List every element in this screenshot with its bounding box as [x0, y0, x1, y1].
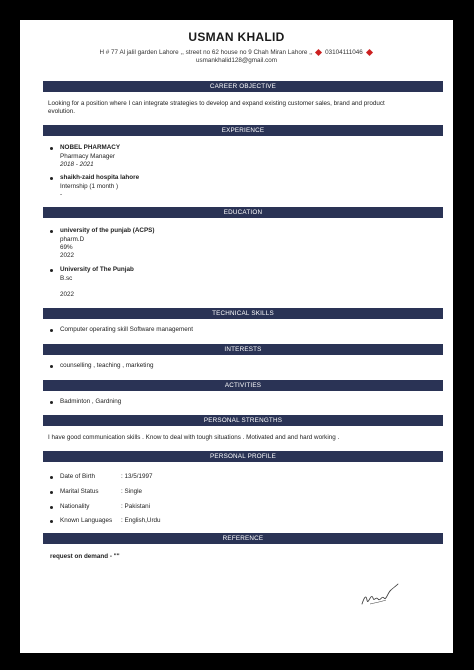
education-degree: B.sc: [60, 275, 73, 282]
bullet-icon: [50, 329, 53, 332]
red-diamond-icon: [315, 49, 322, 56]
bullet-icon: [50, 230, 53, 233]
profile-label: Known Languages: [60, 517, 113, 524]
objective-line-1: Looking for a position where I can integrate strategies to develop and expand existing customer sales, brand and product: [48, 100, 385, 107]
activities-text: Badminton , Gardning: [60, 398, 122, 405]
reference-text: request on demand - "": [50, 553, 120, 560]
experience-role: Internship (1 month ): [60, 183, 119, 190]
education-year: 2022: [60, 291, 75, 298]
experience-period: -: [60, 191, 63, 198]
education-score: 69%: [60, 244, 73, 251]
section-header-career-objective: CAREER OBJECTIVE: [43, 81, 443, 92]
interests-text: counselling , teaching , marketing: [60, 362, 154, 369]
handwritten-signature: [360, 580, 400, 610]
experience-org: NOBEL PHARMACY: [60, 144, 121, 151]
section-header-education: EDUCATION: [43, 207, 443, 218]
education-degree: pharm.D: [60, 236, 85, 243]
red-diamond-icon: [365, 49, 372, 56]
profile-value: : English,Urdu: [121, 517, 161, 524]
profile-label: Date of Birth: [60, 473, 95, 480]
strengths-text: I have good communication skills . Know to deal with tough situations . Motivated and and hard working .: [48, 434, 340, 441]
bullet-icon: [50, 520, 53, 523]
profile-value: : Single: [121, 488, 143, 495]
bullet-icon: [50, 401, 53, 404]
address-text: H # 77 Al jalil garden Lahore ,, street no 62 house no 9 Chah Miran Lahore ,,: [99, 49, 313, 56]
experience-role: Pharmacy Manager: [60, 153, 115, 160]
email-address: usmankhalid128@gmail.com: [196, 57, 277, 65]
phone-number: 03104111046: [325, 49, 363, 56]
profile-value: : Pakistani: [121, 503, 151, 510]
section-header-technical-skills: TECHNICAL SKILLS: [43, 308, 443, 319]
experience-org: shaikh-zaid hospita lahore: [60, 174, 140, 181]
profile-value: : 13/5/1997: [121, 473, 153, 480]
address-line: [20, 49, 453, 57]
bullet-icon: [50, 365, 53, 368]
section-header-personal-strengths: PERSONAL STRENGTHS: [43, 415, 443, 426]
contact-block: [20, 49, 453, 66]
section-header-interests: INTERESTS: [43, 344, 443, 355]
candidate-name: USMAN KHALID: [188, 30, 285, 44]
experience-period: 2018 - 2021: [60, 161, 94, 168]
section-header-reference: REFERENCE: [43, 533, 443, 544]
resume-page: [20, 20, 453, 653]
education-school: university of the punjab (ACPS): [60, 227, 155, 234]
bullet-icon: [50, 177, 53, 180]
objective-line-2: evolution.: [48, 108, 75, 115]
bullet-icon: [50, 491, 53, 494]
education-school: University of The Punjab: [60, 266, 134, 273]
education-year: 2022: [60, 252, 75, 259]
profile-label: Nationality: [60, 503, 90, 510]
skills-text: Computer operating skill Software management: [60, 326, 194, 333]
bullet-icon: [50, 506, 53, 509]
section-header-personal-profile: PERSONAL PROFILE: [43, 451, 443, 462]
bullet-icon: [50, 147, 53, 150]
section-header-experience: EXPERIENCE: [43, 125, 443, 136]
bullet-icon: [50, 476, 53, 479]
profile-label: Marital Status: [60, 488, 99, 495]
section-header-activities: ACTIVITIES: [43, 380, 443, 391]
bullet-icon: [50, 269, 53, 272]
